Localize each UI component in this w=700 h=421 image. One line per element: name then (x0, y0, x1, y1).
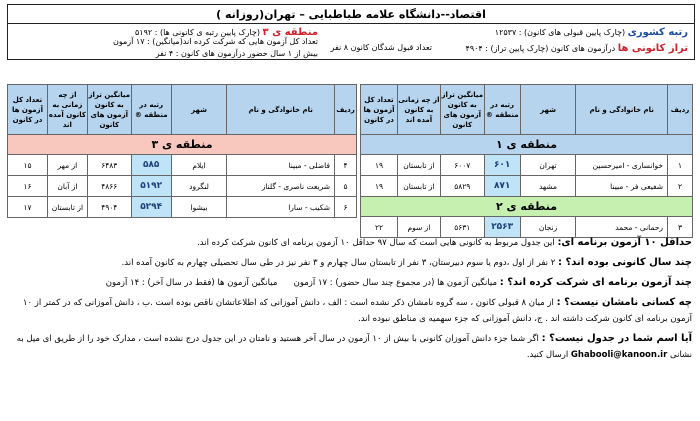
row-city: بیشوا (171, 197, 227, 218)
table-header-row (8, 85, 357, 135)
region-3-label: منطقه ی ۳ (8, 135, 357, 155)
note-q5: آیا اسم شما در جدول نیست؟ : (541, 333, 692, 344)
col-name: نام خانوادگی و نام (227, 85, 335, 135)
col-count: تعداد کل آزمون ها در کانون (361, 85, 398, 135)
header-box (7, 4, 695, 60)
col-since: از چه زمانی به کانون آمده اند (397, 85, 440, 135)
note-a3: میانگین آزمون ها (در مجموع چند سال حضور) : ۱۷ آزمون میانگین آزمون ها (فقط در سال آخر) : ۱۴ آزمون (105, 278, 498, 288)
row-index: ۶ (335, 197, 357, 218)
table-row (8, 197, 357, 218)
col-name: نام خانوادگی و نام (576, 85, 668, 135)
row-since: از تابستان (47, 197, 87, 218)
note-q2: چند سال کانونی بوده اند؟ : (557, 257, 692, 268)
note-a5-end: ارسال کنید. (526, 350, 569, 360)
row-index: ۳ (668, 217, 693, 238)
table-header-row (361, 85, 693, 135)
national-rank-label: رتبه کشوری (627, 27, 688, 38)
row-rank: ۵۱۹۲ (131, 176, 171, 197)
row-avg: ۶۴۸۳ (87, 155, 131, 176)
row-count: ۱۷ (8, 197, 48, 218)
row-city: تهران (520, 155, 576, 176)
page-title: اقتصاد--دانشگاه علامه طباطبایی – تهران(روزانه ) (216, 8, 486, 21)
note-a2: ۲ نفر از اول ،دوم یا سوم دبیرستان، ۳ نفر از تابستان سال چهارم و ۳ نفر نیز در طی سال تحصیلی چهارم به کانون آمده اند. (121, 258, 556, 268)
note-a1: این جدول مربوط به کانونی هایی است که سال ۹۷ حداقل ۱۰ آزمون برنامه ای کانون شرکت کرده اند. (197, 238, 555, 248)
region-1-label: منطقه ی ۱ (361, 135, 693, 155)
header-divider (8, 23, 694, 24)
table-row (361, 155, 693, 176)
row-since: از تابستان (397, 176, 440, 197)
region-2-label: منطقه ی ۲ (361, 197, 693, 217)
row-count: ۱۶ (8, 176, 48, 197)
row-avg: ۴۸۶۶ (87, 176, 131, 197)
row-index: ۵ (335, 176, 357, 197)
row-name: شکیب - سارا (227, 197, 335, 218)
region3-label: منطقه ی ۳ (262, 27, 318, 38)
note-q1: حداقل ۱۰ آزمون برنامه ای: (557, 237, 692, 248)
col-avg: میانگین تراز به کانون آزمون های کانون (440, 85, 484, 135)
region-1-row (361, 135, 693, 155)
header-row-1 (8, 27, 694, 41)
col-rank: رتبه در منطقه ® (131, 85, 171, 135)
note-q3: چند آزمون برنامه ای شرکت کرده اند؟ : (499, 277, 692, 288)
kanoon-score-value: درآزمون های کانون (چارک پایین تراز) : ۴۹۰۴ (465, 44, 616, 53)
col-count: تعداد کل آزمون ها در کانون (8, 85, 48, 135)
row-count: ۲۲ (361, 217, 398, 238)
row-avg: ۵۸۲۹ (440, 176, 484, 197)
region3-value: (چارک پایین رتبه ی کانونی ها) : ۵۱۹۲ (135, 28, 260, 37)
row-since: از تابستان (397, 155, 440, 176)
kanoon-score-label: تراز کانونی ها (617, 43, 688, 54)
note-min-exams (8, 235, 692, 251)
notes-section (8, 235, 692, 367)
row-since: از سوم (397, 217, 440, 238)
row-city: زنجان (520, 217, 576, 238)
row-index: ۲ (668, 176, 693, 197)
row-since: از مهر (47, 155, 87, 176)
note-exam-count (8, 275, 692, 291)
col-city: شهر (171, 85, 227, 135)
note-a4: از میان ۸ قبولی کانون ، سه گروه نامشان ذکر نشده است : الف ، دانش آموزانی که اطلاعاتشان ناقص بوده است .ب ، دانش آموزانی که در کمتر از ۱۰ آزمون برنامه ای کانون شرکت داشته اند . ج، دانش آموزانی که جزء سهمیه ی مناطق نبوده اند. (22, 298, 692, 324)
row-since: از آبان (47, 176, 87, 197)
national-rank-value: (چارک پایین قبولی های کانون) : ۱۲۵۳۷ (494, 28, 626, 37)
kanoon-score-info (466, 43, 688, 54)
row-rank: ۲۵۶۳ (484, 217, 520, 238)
row-name: شریعت ناصری - گلناز (227, 176, 335, 197)
row-rank: ۸۷۱ (484, 176, 520, 197)
row-city: لنگرود (171, 176, 227, 197)
row-rank: ۵۲۹۴ (131, 197, 171, 218)
row-name: رحمانی - محمد (576, 217, 668, 238)
note-q4: چه کسانی نامشان نیست؟ : (556, 297, 692, 308)
right-results-table (360, 84, 693, 238)
row-count: ۱۹ (361, 176, 398, 197)
row-count: ۱۵ (8, 155, 48, 176)
region-3-row (8, 135, 357, 155)
table-row (8, 155, 357, 176)
row-rank: ۵۸۵ (131, 155, 171, 176)
row-count: ۱۹ (361, 155, 398, 176)
region-2-row (361, 197, 693, 217)
col-index: ردیف (668, 85, 693, 135)
row-name: شفیعی فر - مبینا (576, 176, 668, 197)
contact-email[interactable]: Ghabooli@kanoon.ir (570, 350, 668, 360)
row-city: ایلام (171, 155, 227, 176)
row-city: مشهد (520, 176, 576, 197)
left-results-table (7, 84, 357, 218)
col-city: شهر (520, 85, 576, 135)
col-since: از چه زمانی به کانون آمده اند (47, 85, 87, 135)
total-exams-info: تعداد کل آزمون هایی که شرکت کرده اند(میانگین) : ۱۷ آزمون (113, 37, 318, 46)
row-name: فاضلی - مبینا (227, 155, 335, 176)
row-index: ۱ (668, 155, 693, 176)
row-avg: ۴۹۰۴ (87, 197, 131, 218)
note-missing (8, 295, 692, 327)
note-not-listed (8, 331, 692, 363)
note-a5: اگر شما جزء دانش آموزان کانونی با بیش از ۱۰ آزمون در سال آخر هستید و نامتان در این جدول درج نشده است ، مدارک خود را از طریق ای میل به نشانی (16, 334, 692, 360)
row-index: ۴ (335, 155, 357, 176)
header-row-2 (8, 37, 694, 58)
col-rank: رتبه در منطقه ® (484, 85, 520, 135)
table-row (361, 176, 693, 197)
row-name: خوانساری - امیرحسین (576, 155, 668, 176)
row-avg: ۵۶۳۱ (440, 217, 484, 238)
note-years (8, 255, 692, 271)
national-rank-info (495, 27, 688, 38)
table-row (8, 176, 357, 197)
col-index: ردیف (335, 85, 357, 135)
col-avg: میانگین تراز به کانون آزمون های کانون (87, 85, 131, 135)
accepted-count: تعداد قبول شدگان کانون ۸ نفر (330, 43, 432, 52)
row-avg: ۶۰۰۷ (440, 155, 484, 176)
over-one-year-info: بیش از ۱ سال حضور درآزمون های کانون : ۴ نفر (155, 49, 318, 58)
row-rank: ۶۰۱ (484, 155, 520, 176)
